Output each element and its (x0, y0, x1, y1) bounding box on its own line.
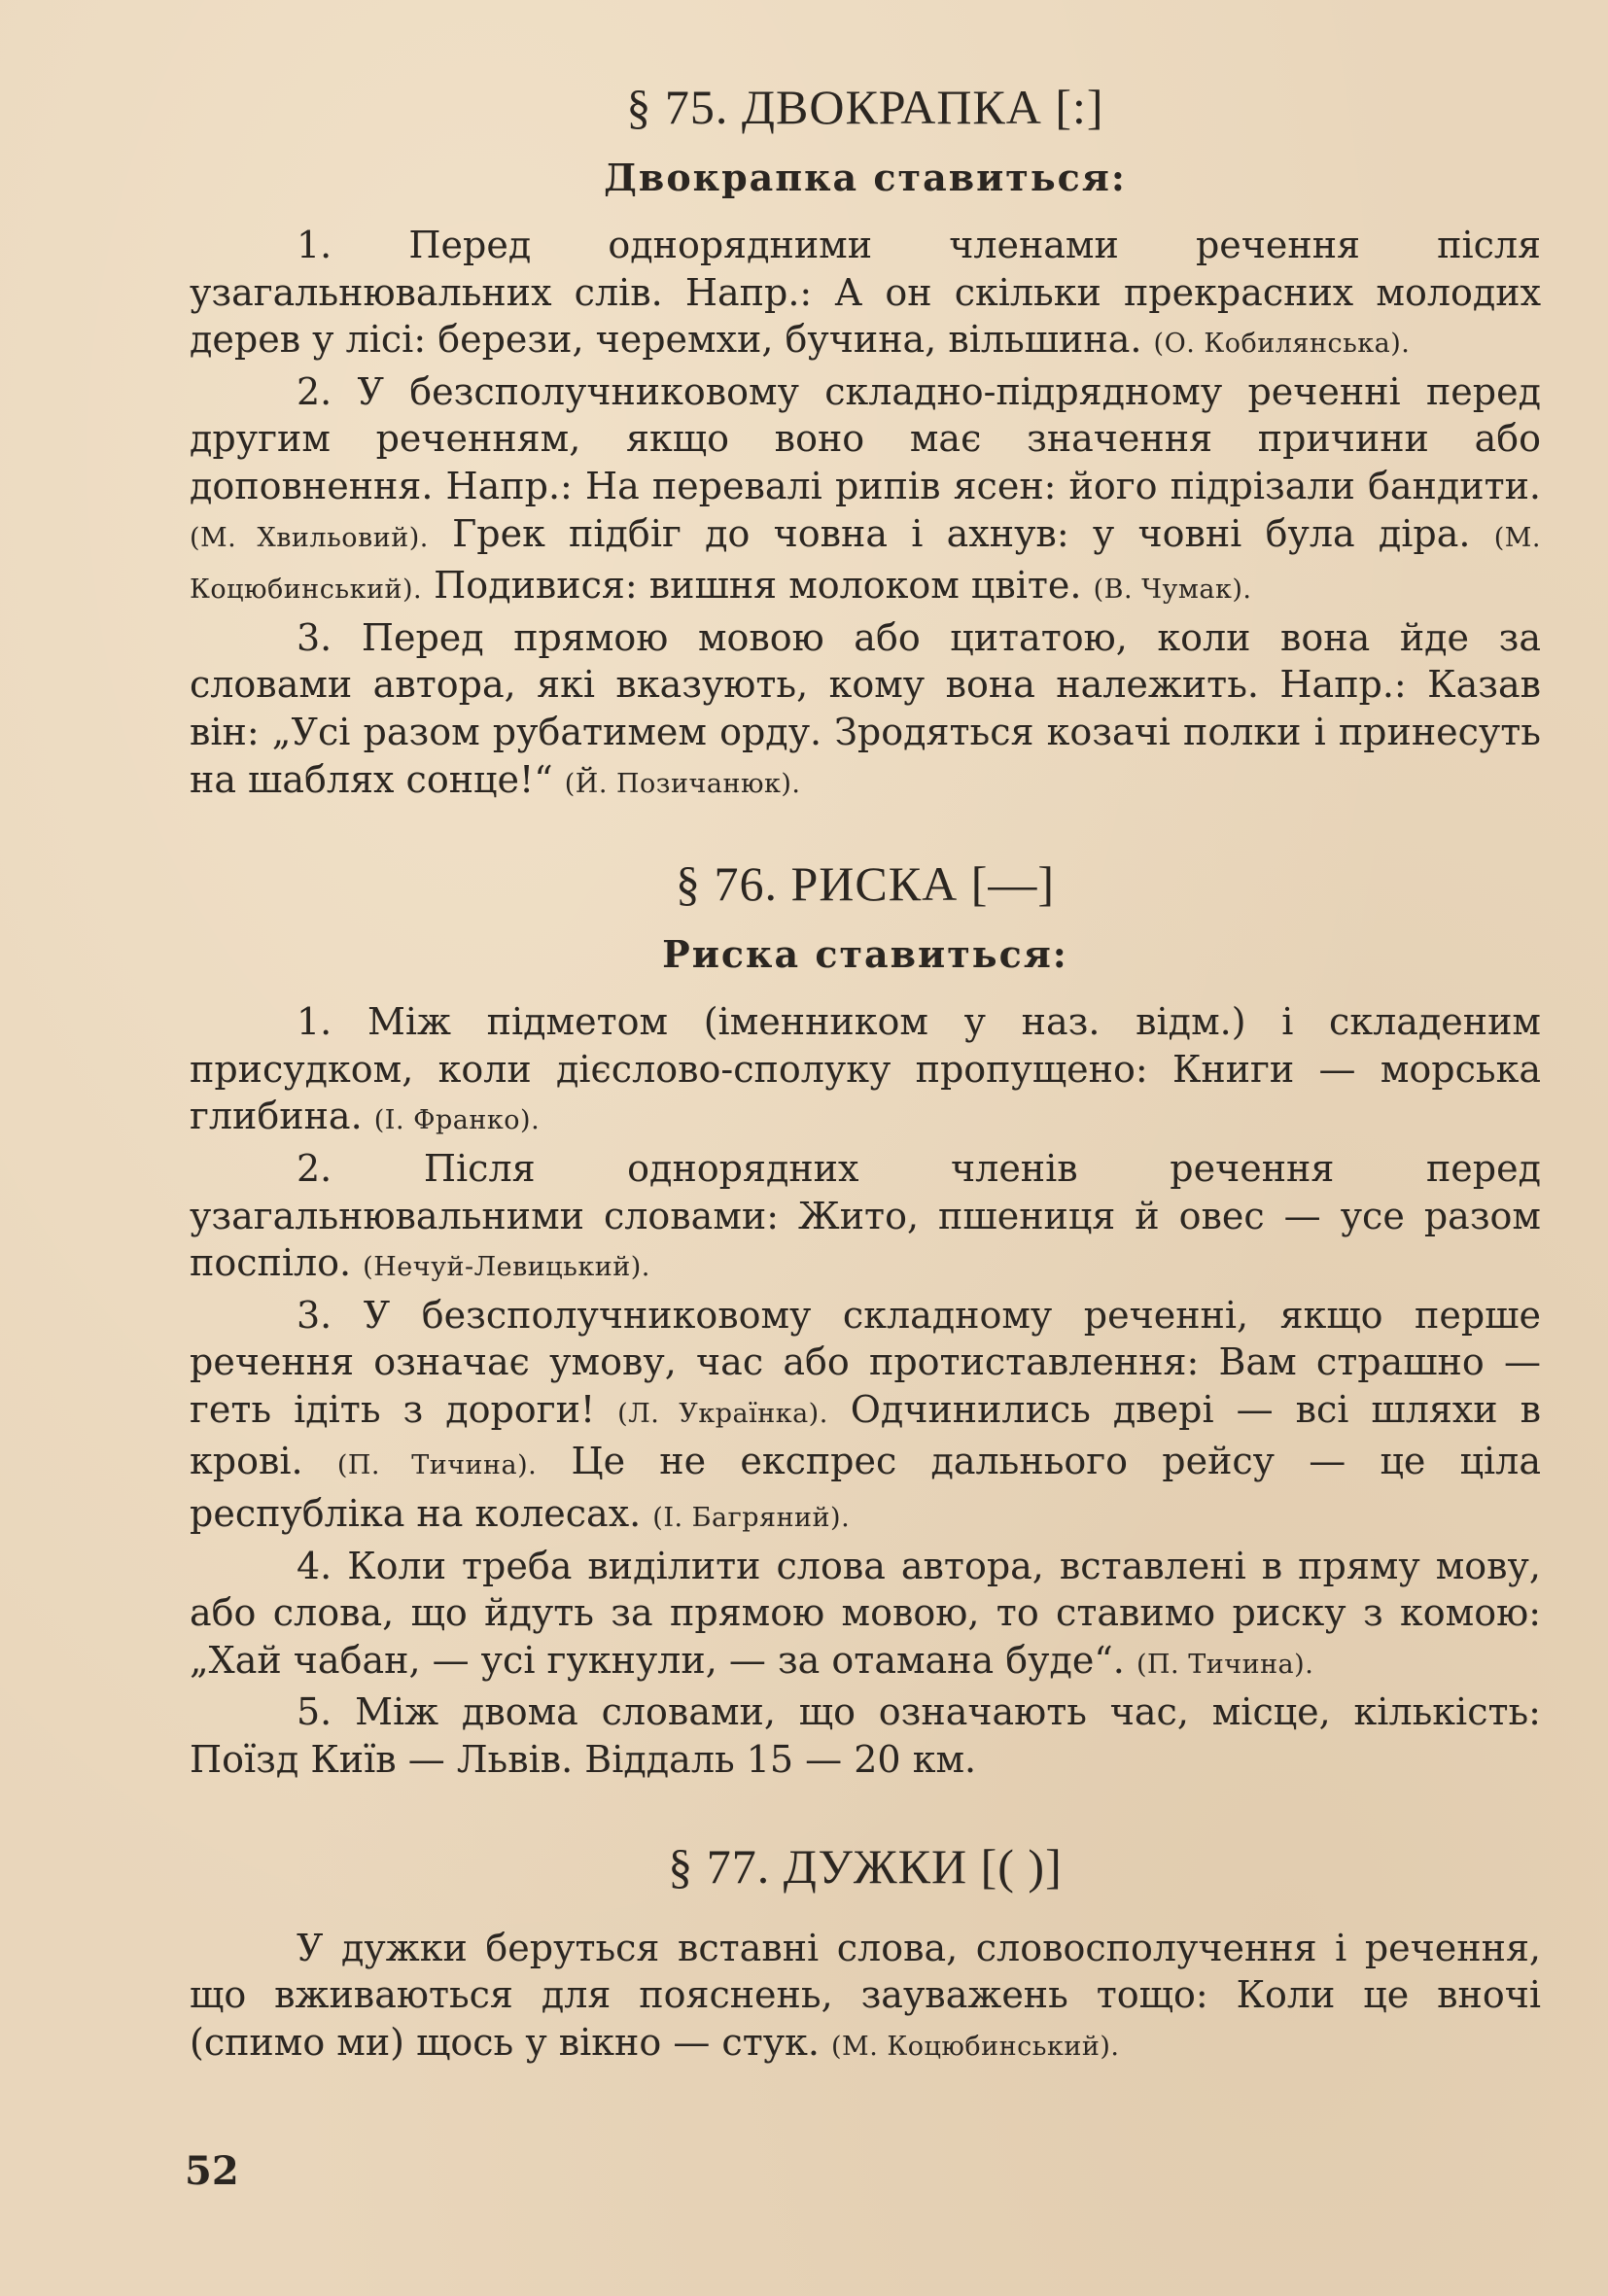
section-77-title: § 77. ДУЖКИ [( )] (668, 1838, 1063, 1894)
source-citation: (Й. Позичанюк). (564, 768, 801, 799)
page-content (190, 78, 1541, 2070)
section-76-subtitle: Риска ставиться: (662, 932, 1068, 977)
source-citation: (О. Кобилянська). (1153, 329, 1411, 360)
source-citation: (П. Тичина). (1136, 1649, 1314, 1680)
section-76-item-1: 1. Між підметом (іменником у наз. відм.) і складеним присудком, коли дієслово-сполуку пропущено: Книги — морська глибина. (І. Франко). (190, 1000, 1541, 1138)
section-76-item-2: 2. Після однорядних членів речення перед узагальнювальними словами: Жито, пшениця й овес — усе разом поспіло. (Нечуй-Левицький). (190, 1146, 1541, 1285)
section-76-title: § 76. РИСКА [—] (675, 856, 1056, 912)
section-76-item-5: 5. Між двома словами, що означають час, місце, кількість: Поїзд Київ — Львів. Віддаль 15 — 20 км. (190, 1690, 1541, 1782)
page-number: 52 (185, 2148, 239, 2194)
source-citation: (І. Багряний). (652, 1503, 851, 1534)
section-76-item-3: 3. У безсполучниковому складному реченні, якщо перше речення означає умову, час або протиставлення: Вам страшно — геть ідіть з дороги! (Л. Українка). Одчинились двері — всі шляхи в крові. (П. Тичина). Це не експрес дальнього рейсу — це ціла республіка на колесах. (І. Багряний). (190, 1293, 1541, 1536)
source-citation: (М. Коцюбинський). (190, 522, 1541, 606)
source-citation: (П. Тичина). (336, 1450, 538, 1481)
source-citation: (В. Чумак). (1093, 574, 1252, 606)
section-75-item-2: 2. У безсполучниковому складно-підрядному реченні перед другим реченням, якщо воно має значення причини або доповнення. Напр.: На перевалі рипів ясен: його підрізали бандити. (М. Хвильовий). Грек підбіг до човна і ахнув: у човні була діра. (М. Коцюбинський). Подивися: вишня молоком цвіте. (В. Чумак). (190, 369, 1541, 608)
source-citation: (Л. Українка). (617, 1398, 828, 1429)
source-citation: (М. Хвильовий). (190, 522, 429, 553)
source-citation: (М. Коцюбинський). (831, 2031, 1120, 2062)
section-75-item-1: 1. Перед однорядними членами речення після узагальнювальних слів. Напр.: А он скільки прекрасних молодих дерев у лісі: берези, черемхи, бучина, вільшина. (О. Кобилянська). (190, 224, 1541, 362)
source-citation: (І. Франко). (373, 1105, 541, 1136)
section-77-paragraph: У дужки беруться вставні слова, словосполучення і речення, що вживаються для пояснень, зауважень тощо: Коли це вночі (спимо ми) щось у вікно — стук. (М. Коцюбинський). (190, 1926, 1541, 2064)
source-citation: (Нечуй-Левицький). (363, 1252, 650, 1283)
section-75-subtitle: Двокрапка ставиться: (604, 156, 1127, 199)
section-75-title: § 75. ДВОКРАПКА [:] (626, 80, 1104, 134)
section-76-item-4: 4. Коли треба виділити слова автора, вставлені в пряму мову, або слова, що йдуть за прямою мовою, то ставимо риску з комою: „Хай чабан, — усі гукнули, — за отамана буде“. (П. Тичина). (190, 1544, 1541, 1682)
section-75-item-3: 3. Перед прямою мовою або цитатою, коли вона йде за словами автора, які вказують, кому вона належить. Напр.: Казав він: „Усі разом рубатимем орду. Зродяться козачі полки і принесуть на шаблях сонце!“ (Й. Позичанюк). (190, 615, 1541, 801)
